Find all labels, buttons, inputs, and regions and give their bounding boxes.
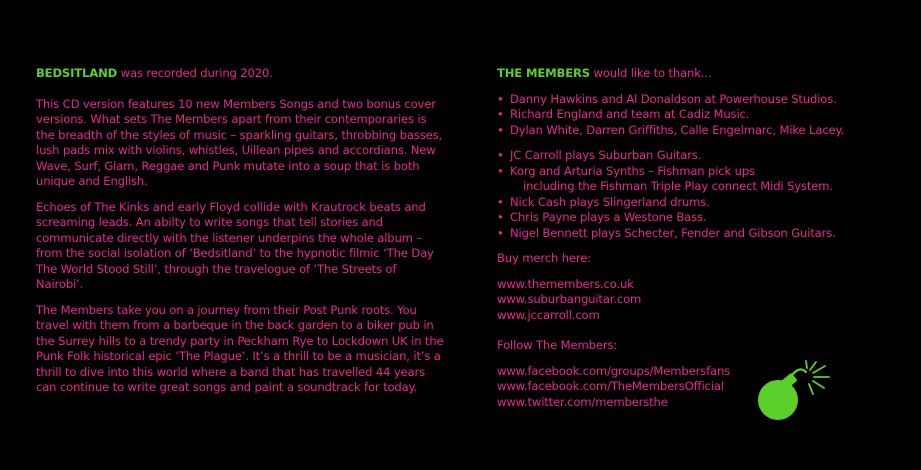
- list-item: • JC Carroll plays Suburban Guitars.: [497, 148, 897, 164]
- list-item: • Nick Cash plays Slingerland drums.: [497, 195, 897, 211]
- follow-link[interactable]: www.twitter.com/membersthe: [497, 394, 668, 409]
- thanks-heading: [497, 66, 897, 82]
- merch-link[interactable]: www.suburbanguitar.com: [497, 292, 642, 306]
- bedsitland-heading: [36, 66, 446, 82]
- influences-paragraph: Echoes of The Kinks and early Floyd collide with Krautrock beats and screaming leads. An abilty to write songs that tell stories and communicate directly with the listener underpins the whole album – from the social isolation of ‘Bedsitland’ to the hypnotic filmic ‘The Day The World Stood Still’, through the travelogue of ‘The Streets of Nairobi’.: [36, 199, 434, 291]
- journey-paragraph: The Members take you on a journey from their Post Punk roots. You travel with them from a barbeque in the back garden to a biker pub in the Surrey hills to a trendy party in Peckham Rye to Lockdown UK in the Punk Folk historical epic ‘The Plague’. It’s a thrill to be a musician, it’s a thrill to dive into this world where a band that has travelled 44 years can continue to write great songs and paint a soundtrack for today.: [36, 302, 444, 394]
- right-column: [497, 66, 897, 410]
- follow-heading: Follow The Members:: [497, 338, 618, 352]
- bedsitland-title: BEDSITLAND: [36, 66, 118, 80]
- follow-link[interactable]: www.facebook.com/TheMembersOfficial: [497, 379, 724, 393]
- follow-link[interactable]: www.facebook.com/groups/Membersfans: [497, 363, 731, 378]
- merch-heading: Buy merch here:: [497, 251, 591, 265]
- list-item: • Dylan White, Darren Griffiths, Calle Engelmarc, Mike Lacey.: [497, 123, 897, 139]
- bedsitland-title-rest: was recorded during 2020.: [117, 66, 273, 80]
- bomb-icon: [756, 360, 836, 422]
- list-item-line: Korg and Arturia Synths – Fishman pick ups: [510, 163, 755, 178]
- list-item-line: including the Fishman Triple Play connect Midi System.: [523, 179, 833, 193]
- follow-links: [497, 364, 897, 411]
- list-item: • Nigel Bennett plays Schecter, Fender and Gibson Guitars.: [497, 226, 897, 242]
- thanks-list-studios: [497, 92, 897, 139]
- members-title: THE MEMBERS: [497, 66, 590, 80]
- merch-link[interactable]: www.themembers.co.uk: [497, 276, 634, 291]
- merch-link[interactable]: www.jccarroll.com: [497, 307, 600, 322]
- intro-paragraph: This CD version features 10 new Members Songs and two bonus cover versions. What sets The Members apart from their contemporaries is the breadth of the styles of music – sparkling guitars, throbbing basses, lush pads mix with violins, whistles, Uillean pipes and accordians. New Wave, Surf, Glam, Reggae and Punk mutate into a soup that is both unique and English.: [36, 96, 443, 188]
- list-item: • Richard England and team at Cadiz Music.: [497, 107, 897, 123]
- list-item: • Chris Payne plays a Westone Bass.: [497, 210, 897, 226]
- list-item: • Danny Hawkins and Al Donaldson at Powerhouse Studios.: [497, 92, 897, 108]
- members-title-rest: would like to thank...: [589, 66, 712, 80]
- left-column: [36, 66, 446, 396]
- merch-links: [497, 277, 897, 324]
- list-item: [497, 164, 897, 195]
- thanks-list-gear: [497, 148, 897, 241]
